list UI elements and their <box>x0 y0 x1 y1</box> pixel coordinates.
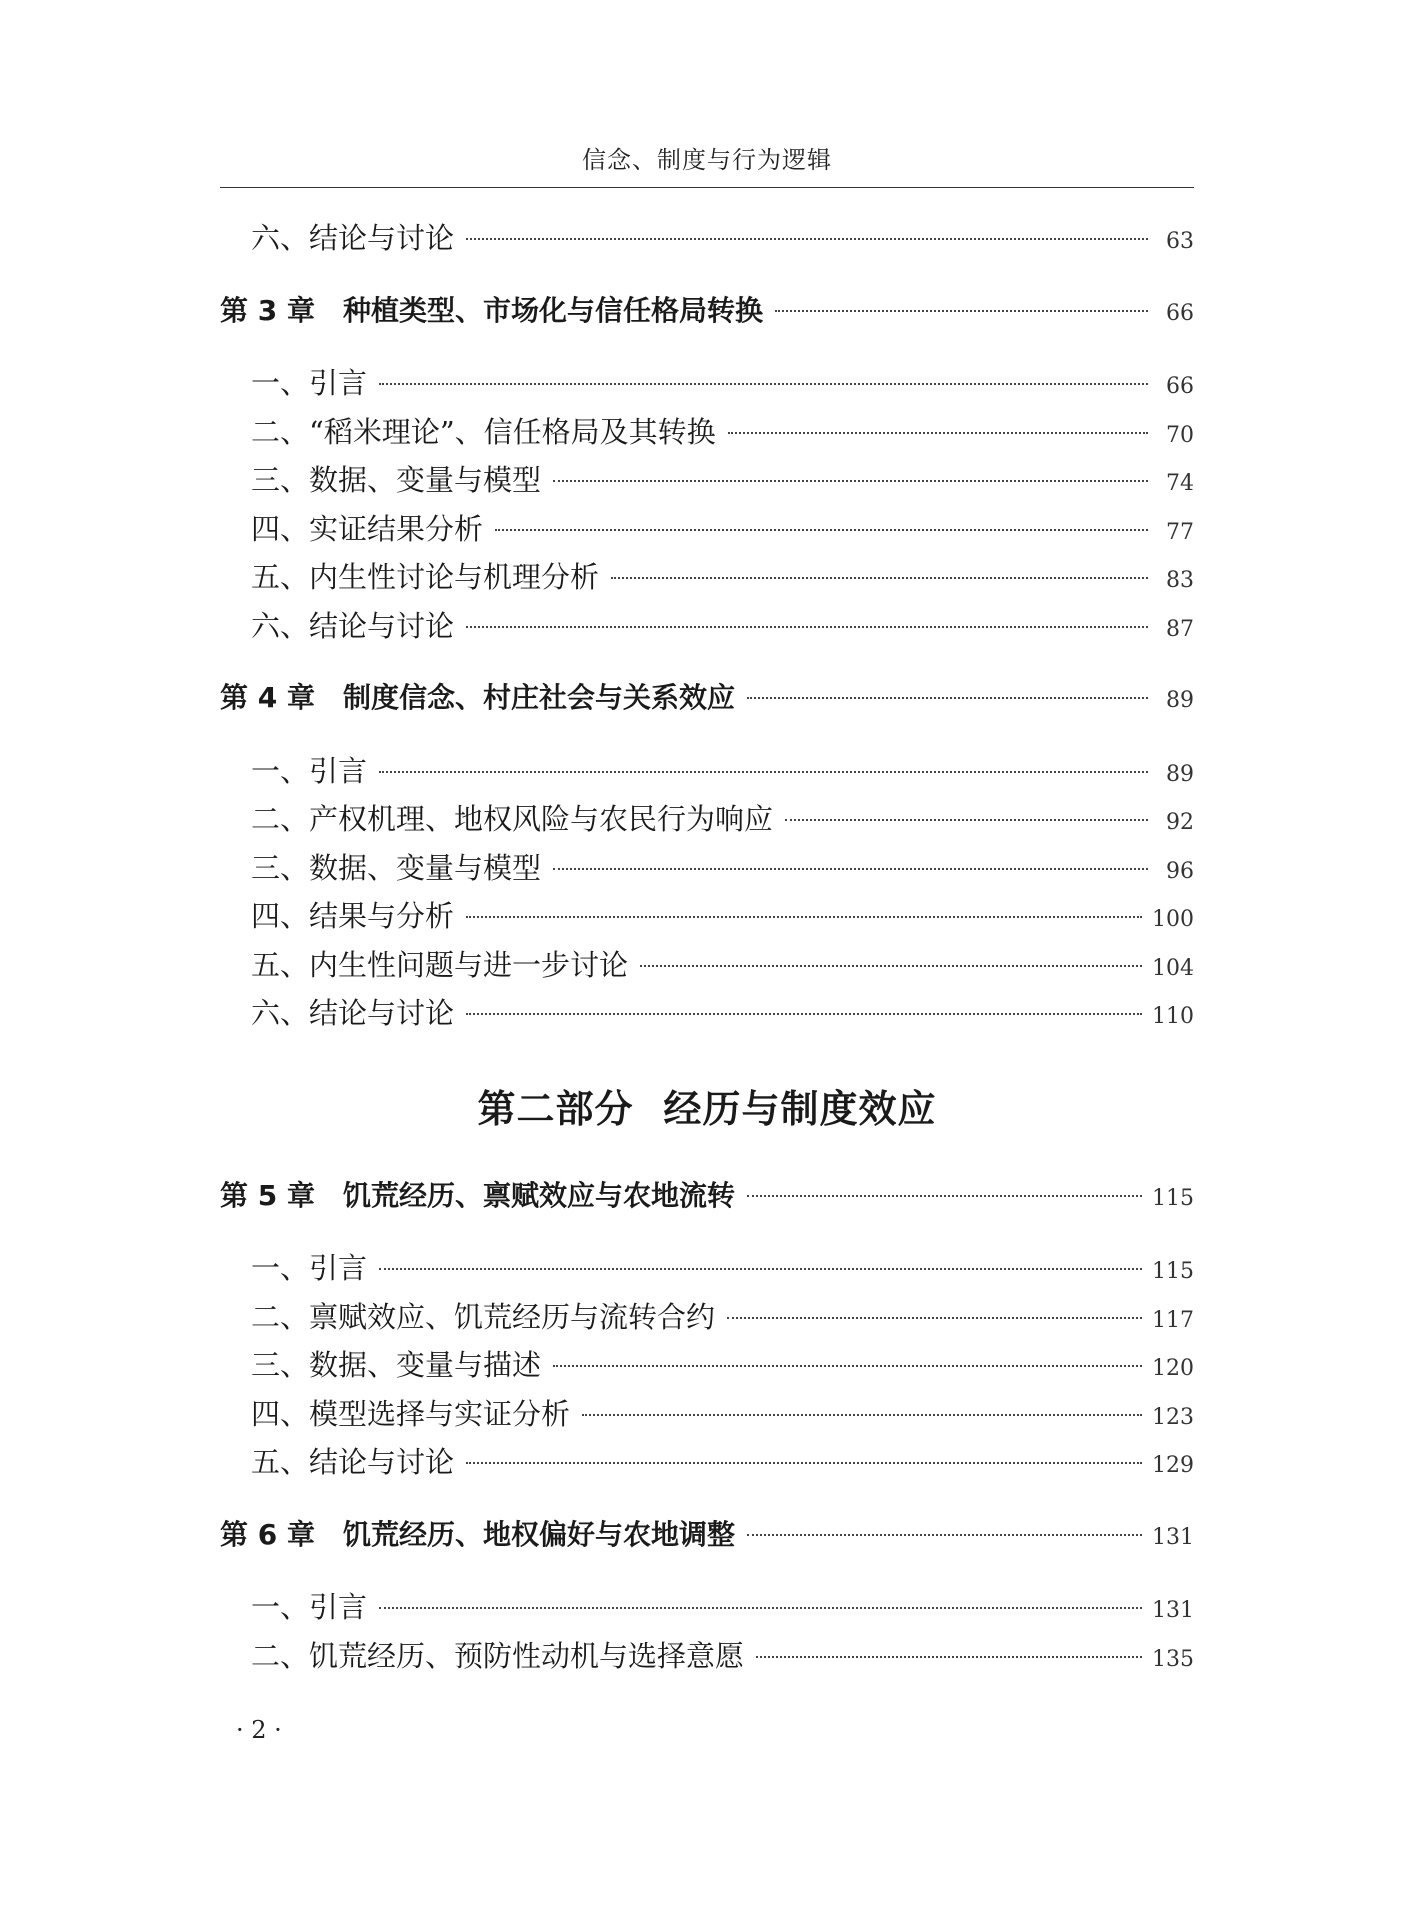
chapter-page: 115 <box>1152 1185 1194 1211</box>
toc-entry-page: 110 <box>1152 1004 1194 1029</box>
toc-entry-page: 131 <box>1152 1598 1194 1623</box>
toc-entry-label: 一、引言 <box>251 366 368 400</box>
toc-chapter-5[interactable] <box>220 1172 1194 1221</box>
dot-leader <box>785 819 1148 821</box>
toc-entry-page: 117 <box>1152 1307 1194 1333</box>
dot-leader <box>728 432 1148 434</box>
header-rule <box>220 187 1194 188</box>
toc-entry-page: 123 <box>1152 1404 1194 1430</box>
toc-entry[interactable] <box>220 1632 1194 1681</box>
toc-entry[interactable] <box>220 359 1194 408</box>
toc-entry[interactable] <box>220 456 1194 505</box>
part-heading <box>220 1070 1194 1148</box>
toc-entry-label: 五、结论与讨论 <box>251 1445 455 1479</box>
toc-entry-label: 三、数据、变量与描述 <box>251 1348 542 1382</box>
toc-entry[interactable] <box>220 795 1194 844</box>
chapter-number: 第 6 章 <box>220 1517 315 1551</box>
dot-leader <box>611 577 1148 579</box>
chapter-heading <box>220 1511 735 1560</box>
toc-chapter-6[interactable] <box>220 1511 1194 1560</box>
dot-leader <box>727 1317 1142 1319</box>
toc-entry-page: 100 <box>1152 907 1194 932</box>
toc-entry[interactable] <box>220 989 1194 1038</box>
toc-entry[interactable] <box>220 505 1194 554</box>
chapter-number: 第 5 章 <box>220 1178 315 1212</box>
dot-leader <box>466 1462 1142 1464</box>
toc-entry-label: 一、引言 <box>251 753 368 788</box>
dot-leader <box>466 916 1142 918</box>
toc-entry[interactable] <box>220 1244 1194 1293</box>
toc-entry-label: 五、内生性问题与进一步讨论 <box>251 947 629 982</box>
toc-entry[interactable] <box>220 1293 1194 1342</box>
chapter-page: 89 <box>1166 688 1194 713</box>
dot-leader <box>379 1268 1142 1270</box>
chapter-title: 种植类型、市场化与信任格局转换 <box>342 293 763 327</box>
dot-leader <box>582 1414 1142 1416</box>
toc-entry-label: 三、数据、变量与模型 <box>251 463 542 497</box>
toc-entry-label: 六、结论与讨论 <box>251 608 455 643</box>
toc-entry-page: 120 <box>1152 1356 1194 1381</box>
page-number: · 2 · <box>236 1716 282 1744</box>
running-head-title: 信念、制度与行为逻辑 <box>582 146 832 174</box>
toc-entry-label: 二、禀赋效应、饥荒经历与流转合约 <box>251 1299 716 1334</box>
toc-entry-page: 77 <box>1166 519 1194 545</box>
toc-chapter-4[interactable] <box>220 674 1194 723</box>
toc-entry-page: 89 <box>1166 761 1194 787</box>
toc-entry-label: 六、结论与讨论 <box>251 221 455 255</box>
toc-entry-page: 70 <box>1166 422 1194 448</box>
dot-leader <box>379 383 1148 385</box>
dot-leader <box>640 965 1142 967</box>
toc-entry-page: 74 <box>1166 471 1194 496</box>
toc-entry-label: 四、结果与分析 <box>251 899 455 933</box>
chapter-title: 饥荒经历、地权偏好与农地调整 <box>342 1517 735 1551</box>
toc-entry[interactable] <box>220 214 1194 263</box>
toc-entry-page: 96 <box>1166 858 1194 884</box>
dot-leader <box>756 1656 1142 1658</box>
toc-entry-page: 92 <box>1166 810 1194 835</box>
chapter-heading <box>220 1172 735 1221</box>
chapter-page: 66 <box>1166 300 1194 326</box>
toc-entry-page: 63 <box>1166 229 1194 254</box>
dot-leader <box>495 529 1148 531</box>
toc-entry[interactable] <box>220 408 1194 457</box>
toc-entry-page: 83 <box>1166 568 1194 593</box>
chapter-title: 饥荒经历、禀赋效应与农地流转 <box>342 1178 735 1212</box>
dot-leader <box>553 480 1148 482</box>
toc-entry-page: 115 <box>1152 1259 1194 1284</box>
toc-entry-label: 五、内生性讨论与机理分析 <box>251 560 600 594</box>
part-title: 经历与制度效应 <box>663 1085 937 1131</box>
dot-leader <box>747 697 1148 699</box>
toc-entry[interactable] <box>220 602 1194 651</box>
toc-entry-page: 66 <box>1166 374 1194 399</box>
toc-entry-label: 三、数据、变量与模型 <box>251 850 542 885</box>
dot-leader <box>379 771 1148 773</box>
toc-entry-label: 一、引言 <box>251 1251 368 1285</box>
toc-entry-label: 一、引言 <box>251 1590 368 1624</box>
chapter-heading <box>220 287 763 336</box>
toc-entry-page: 135 <box>1152 1646 1194 1672</box>
toc-entry[interactable] <box>220 553 1194 602</box>
dot-leader <box>747 1534 1142 1536</box>
toc-chapter-3[interactable] <box>220 287 1194 336</box>
dot-leader <box>466 626 1148 628</box>
toc-entry-label: 二、“稻米理论”、信任格局及其转换 <box>251 414 716 449</box>
toc-entry-label: 四、实证结果分析 <box>251 511 484 546</box>
dot-leader <box>466 238 1148 240</box>
toc-entry-label: 四、模型选择与实证分析 <box>251 1396 571 1431</box>
part-number: 第二部分 <box>477 1085 634 1131</box>
toc-entry[interactable] <box>220 1341 1194 1390</box>
toc-entry-page: 129 <box>1152 1453 1194 1478</box>
chapter-number: 第 3 章 <box>220 293 315 327</box>
dot-leader <box>466 1013 1142 1015</box>
toc-entry-label: 二、产权机理、地权风险与农民行为响应 <box>251 802 774 836</box>
toc-entry[interactable] <box>220 844 1194 893</box>
dot-leader <box>379 1607 1142 1609</box>
chapter-heading <box>220 674 735 723</box>
toc-entry[interactable] <box>220 1390 1194 1439</box>
toc-entry[interactable] <box>220 1583 1194 1632</box>
toc-entry-page: 104 <box>1152 955 1194 981</box>
chapter-number: 第 4 章 <box>220 681 315 714</box>
toc-entry[interactable] <box>220 892 1194 941</box>
toc-entry[interactable] <box>220 747 1194 796</box>
toc-entry-page: 87 <box>1166 616 1194 642</box>
dot-leader <box>553 868 1148 870</box>
table-of-contents <box>220 214 1194 1680</box>
dot-leader <box>553 1365 1142 1367</box>
toc-entry[interactable] <box>220 1438 1194 1487</box>
dot-leader <box>775 310 1148 312</box>
dot-leader <box>747 1195 1142 1197</box>
chapter-page: 131 <box>1152 1524 1194 1550</box>
toc-entry-label: 六、结论与讨论 <box>251 996 455 1030</box>
chapter-title: 制度信念、村庄社会与关系效应 <box>342 681 735 714</box>
toc-entry-label: 二、饥荒经历、预防性动机与选择意愿 <box>251 1638 745 1673</box>
toc-entry[interactable] <box>220 941 1194 990</box>
